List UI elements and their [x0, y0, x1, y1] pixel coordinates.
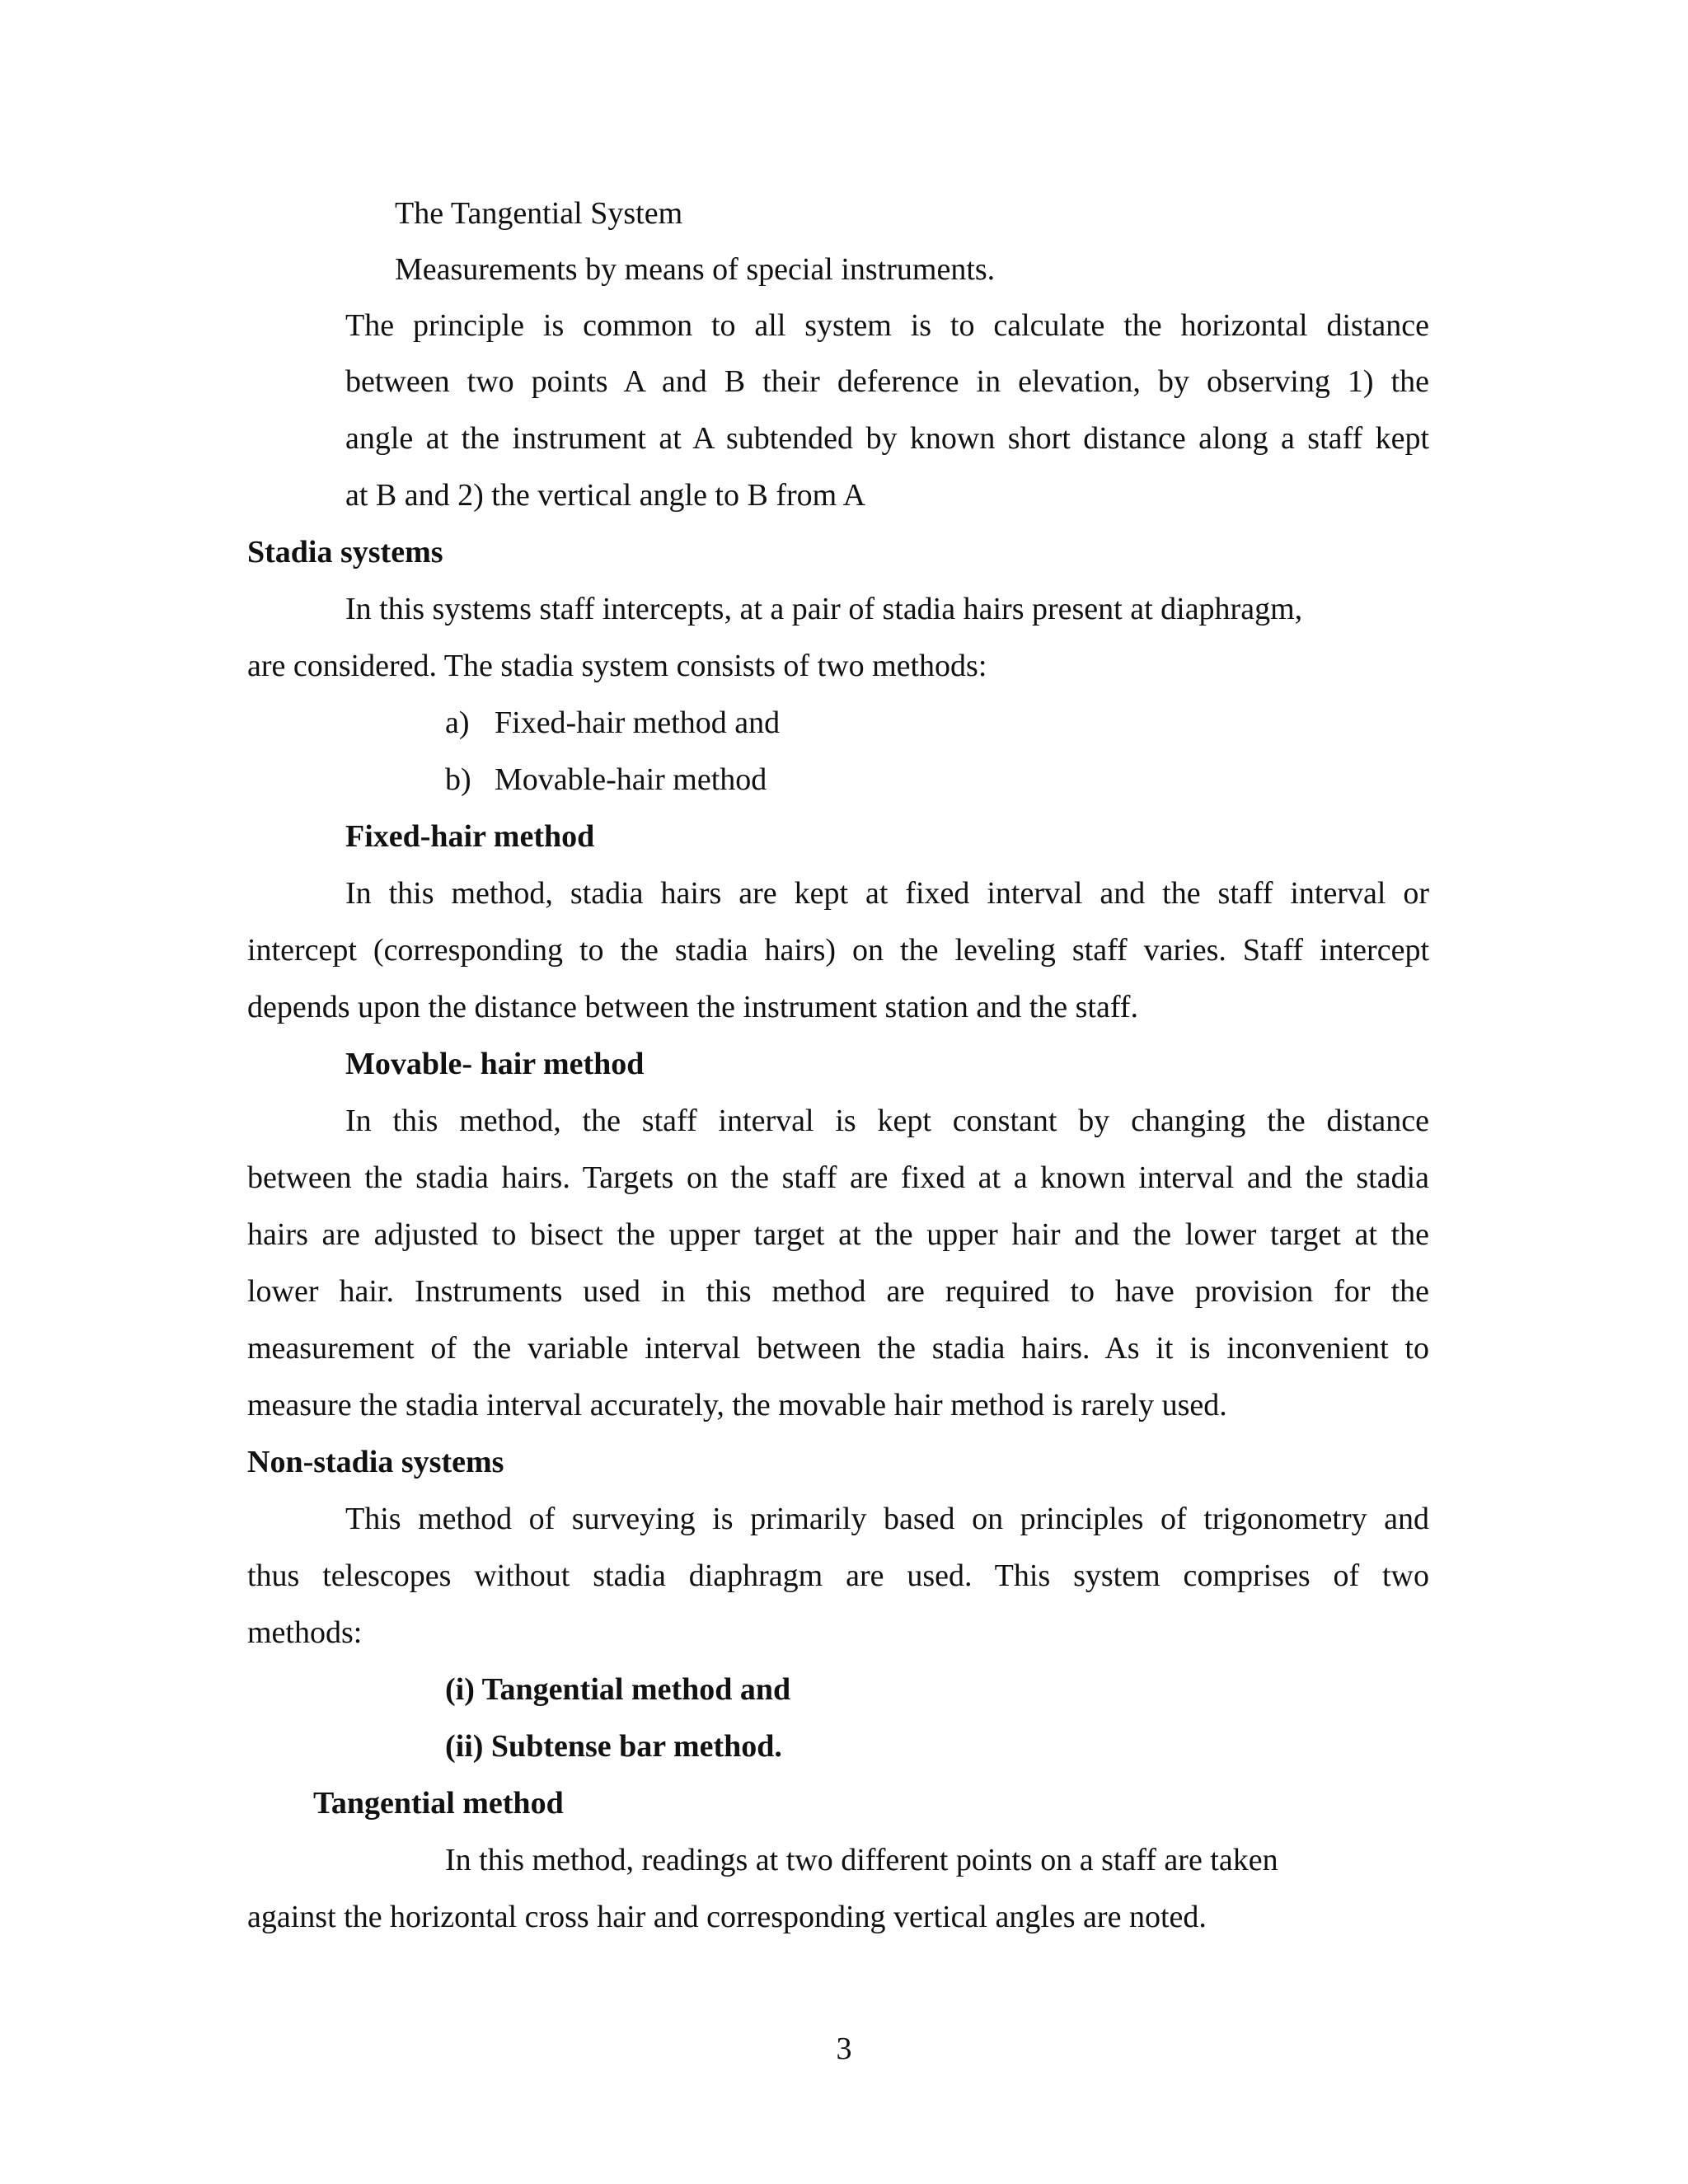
non-stadia-para-line-1: This method of surveying is primarily based on principles of trigonometry and [345, 1502, 1429, 1536]
page-number: 3 [836, 2032, 852, 2066]
principle-line-2: between two points A and B their deference in elevation, by observing 1) the [345, 364, 1429, 399]
movable-hair-para-line-4: lower hair. Instruments used in this method are required to have provision for the [247, 1274, 1429, 1309]
fixed-hair-para-line-2: intercept (corresponding to the stadia hairs) on the leveling staff varies. Staff intercept [247, 933, 1429, 968]
intro-title: The Tangential System [395, 196, 683, 231]
tangential-para-line-1: In this method, readings at two different points on a staff are taken [445, 1843, 1278, 1877]
non-stadia-heading: Non-stadia systems [247, 1445, 504, 1479]
stadia-para-line-1: In this systems staff intercepts, at a pair of stadia hairs present at diaphragm, [345, 592, 1303, 626]
stadia-para-line-2: are considered. The stadia system consists of two methods: [247, 649, 987, 683]
fixed-hair-para-line-1: In this method, stadia hairs are kept at fixed interval and the staff interval or [345, 876, 1429, 911]
non-stadia-para-line-3: methods: [247, 1615, 363, 1650]
movable-hair-para-line-1: In this method, the staff interval is kept constant by changing the distance [345, 1104, 1429, 1138]
fixed-hair-para-line-3: depends upon the distance between the instrument station and the staff. [247, 990, 1138, 1024]
tangential-heading: Tangential method [313, 1786, 564, 1821]
stadia-method-a: Fixed-hair method and [495, 705, 781, 740]
movable-hair-para-line-2: between the stadia hairs. Targets on the staff are fixed at a known interval and the stadia [247, 1160, 1429, 1195]
intro-subtitle: Measurements by means of special instruments. [395, 252, 996, 287]
movable-hair-para-line-3: hairs are adjusted to bisect the upper target at the upper hair and the lower target at the [247, 1217, 1429, 1252]
stadia-method-a-marker: a) [445, 705, 470, 740]
stadia-heading: Stadia systems [247, 535, 443, 569]
tangential-para-line-2: against the horizontal cross hair and corresponding vertical angles are noted. [247, 1900, 1207, 1934]
movable-hair-heading: Movable- hair method [345, 1047, 645, 1081]
fixed-hair-heading: Fixed-hair method [345, 819, 595, 854]
movable-hair-para-line-5: measurement of the variable interval between the stadia hairs. As it is inconvenient to [247, 1331, 1429, 1366]
non-stadia-method-2: (ii) Subtense bar method. [445, 1729, 782, 1764]
stadia-method-b: Movable-hair method [495, 762, 767, 797]
principle-line-1: The principle is common to all system is to calculate the horizontal distance [345, 308, 1429, 343]
non-stadia-method-1: (i) Tangential method and [445, 1672, 791, 1707]
principle-line-4: at B and 2) the vertical angle to B from A [345, 478, 866, 513]
principle-line-3: angle at the instrument at A subtended by known short distance along a staff kept [345, 421, 1429, 456]
movable-hair-para-line-6: measure the stadia interval accurately, the movable hair method is rarely used. [247, 1388, 1227, 1422]
stadia-method-b-marker: b) [445, 762, 471, 797]
non-stadia-para-line-2: thus telescopes without stadia diaphragm are used. This system comprises of two [247, 1558, 1429, 1593]
